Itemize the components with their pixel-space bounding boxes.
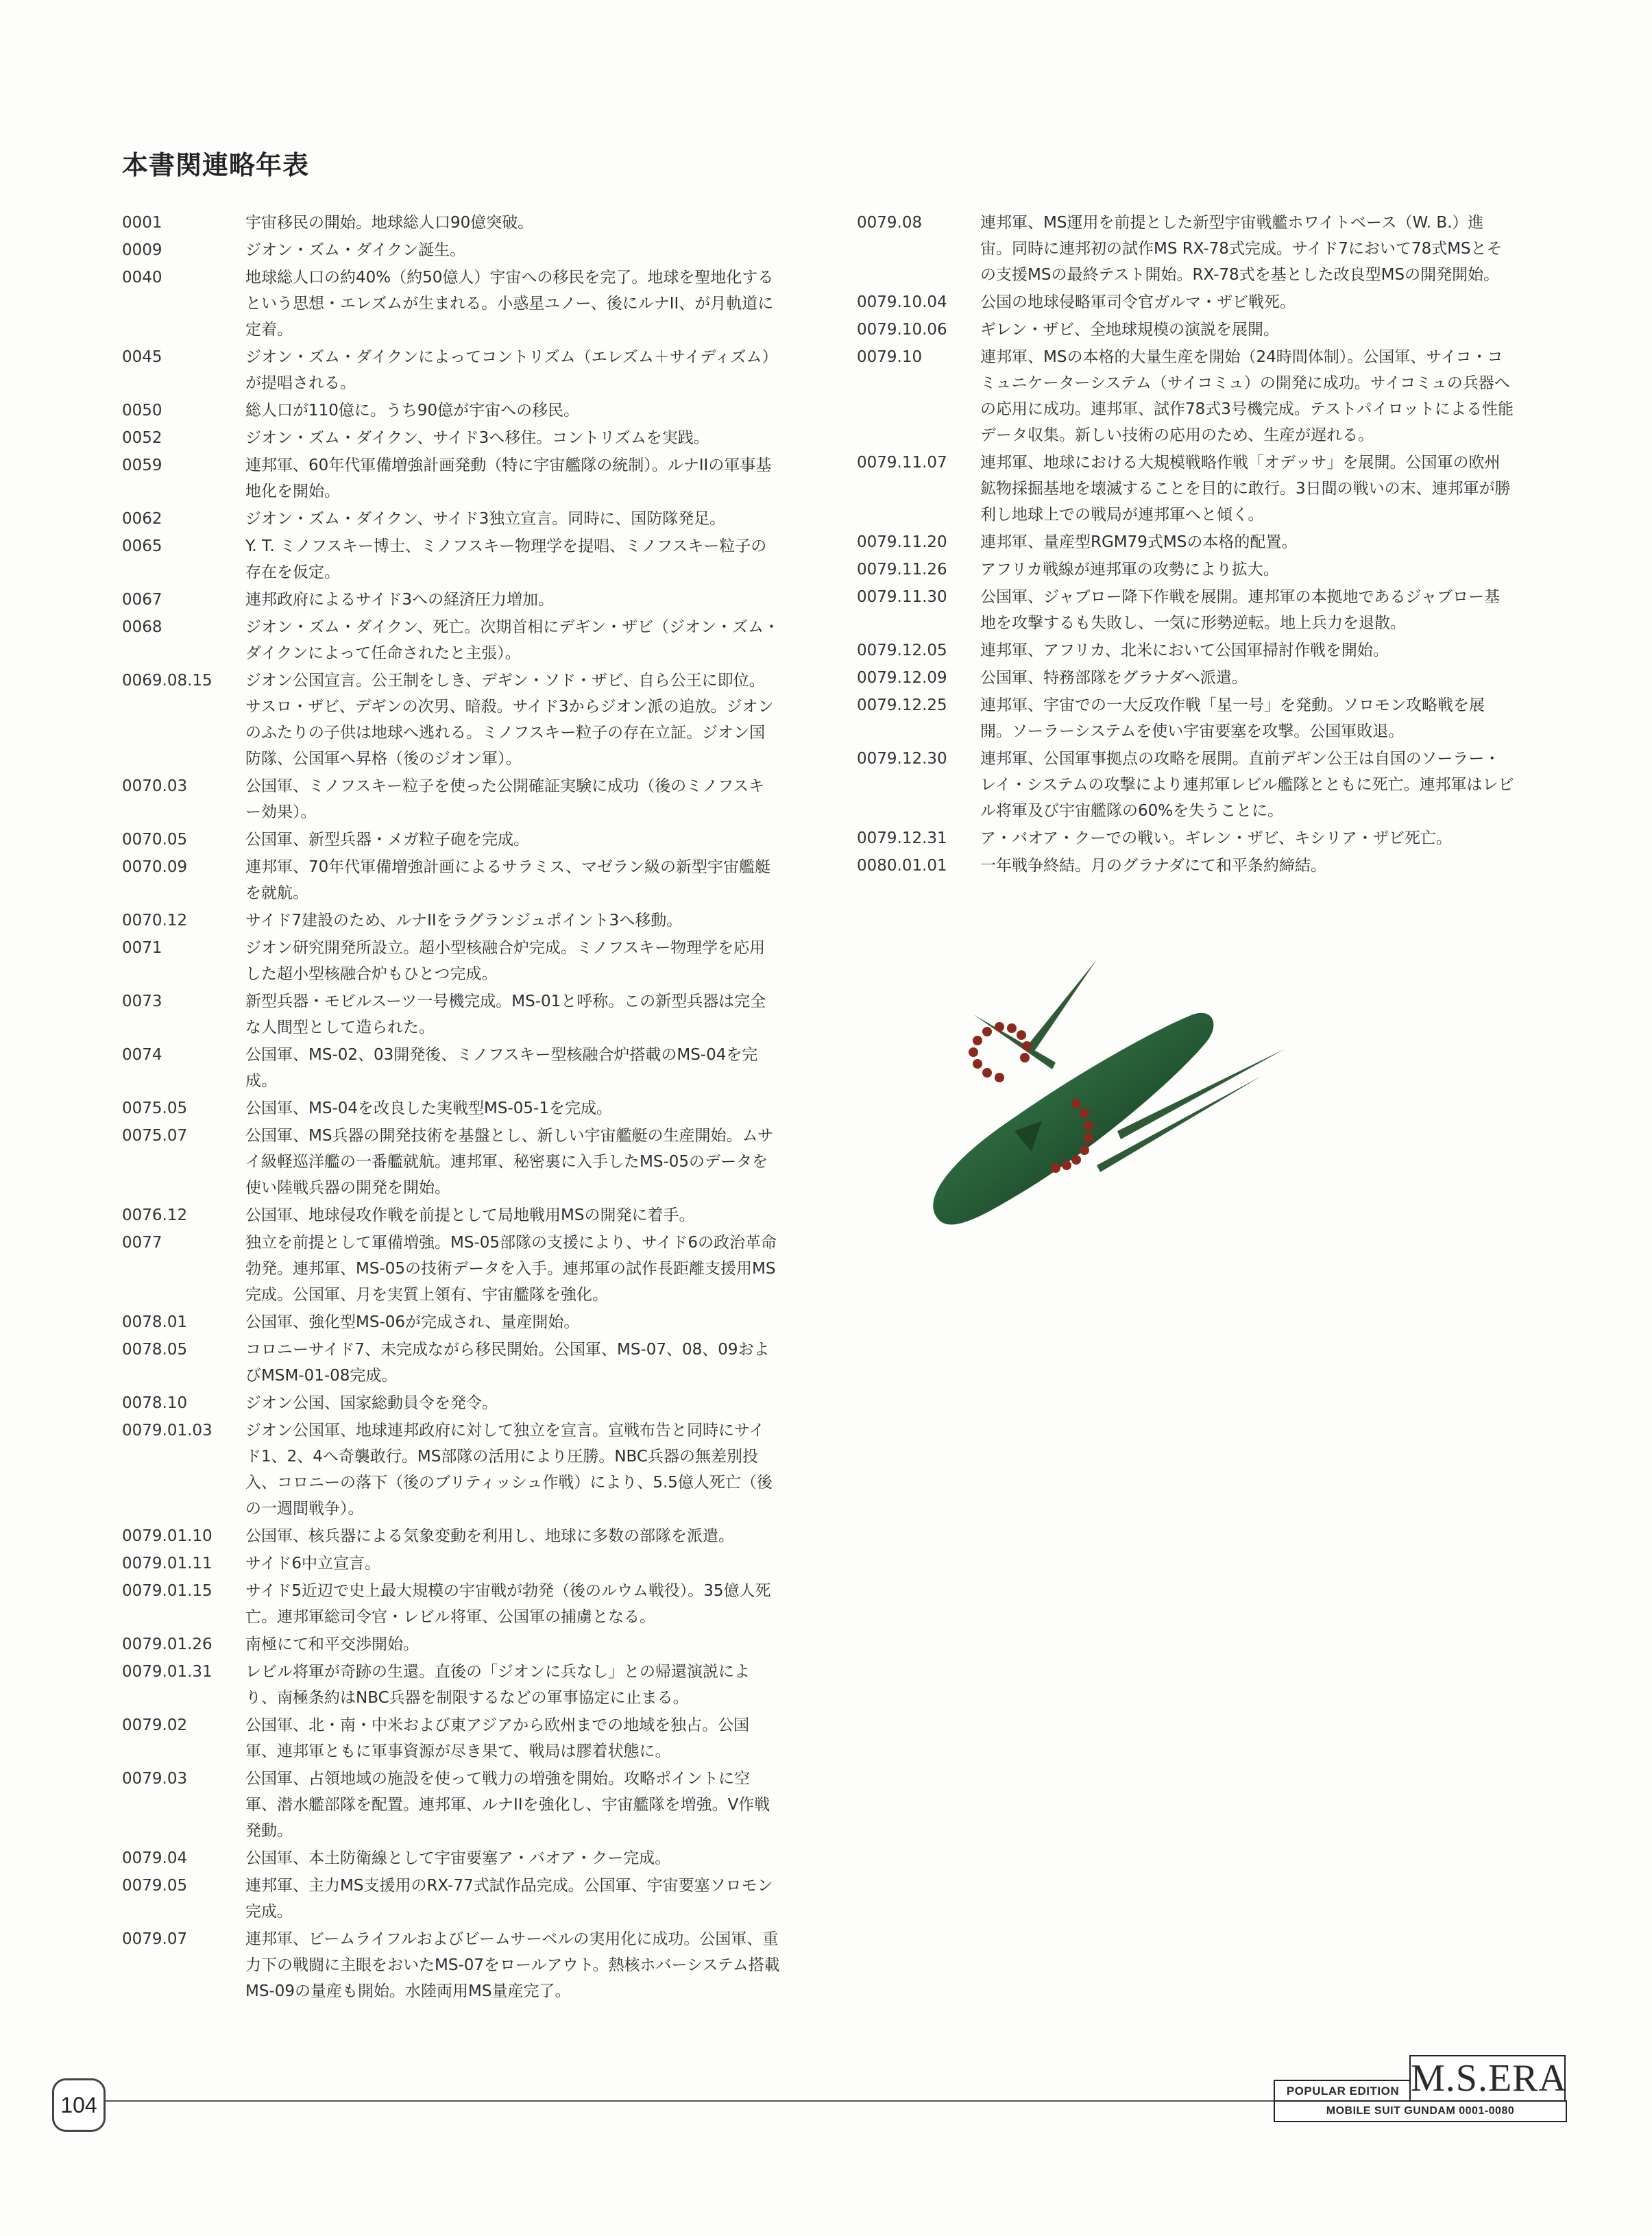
entry-text: 公国軍、ジャブロー降下作戦を展開。連邦軍の本拠地であるジャブロー基地を攻撃するも失敗し、一気に形勢逆転。地上兵力を退散。 xyxy=(980,588,1501,632)
timeline-entry xyxy=(122,210,780,237)
entry-date: 0079.10.06 xyxy=(857,321,947,339)
timeline-entry xyxy=(857,210,1515,289)
timeline-entry xyxy=(122,773,780,827)
mobile-armor-illustration xyxy=(912,960,1296,1248)
entry-text: サイド7建設のため、ルナIIをラグランジュポイント3へ移動。 xyxy=(245,912,683,929)
entry-date: 0001 xyxy=(122,214,162,232)
entry-text: アフリカ戦線が連邦軍の攻勢により拡大。 xyxy=(980,561,1279,579)
entry-date: 0069.08.15 xyxy=(122,672,212,690)
entry-text: 総人口が110億に。うち90億が宇宙への移民。 xyxy=(245,402,580,420)
entry-text: ギレン・ザビ、全地球規模の演説を展開。 xyxy=(980,321,1279,339)
timeline-entry xyxy=(122,1418,780,1523)
timeline-entry xyxy=(122,265,780,344)
entry-text: 連邦政府によるサイド3への経済圧力増加。 xyxy=(245,591,555,609)
entry-date: 0079.07 xyxy=(122,1930,188,1948)
timeline-entry xyxy=(122,237,780,265)
timeline-entry xyxy=(122,1123,780,1202)
entry-date: 0076.12 xyxy=(122,1206,188,1224)
entry-text: ア・バオア・クーでの戦い。ギレン・ザビ、キシリア・ザビ死亡。 xyxy=(980,829,1453,847)
timeline-entry xyxy=(857,557,1515,584)
entry-date: 0079.11.30 xyxy=(857,588,947,606)
entry-text: 連邦軍、主力MS支援用のRX-77式試作品完成。公国軍、宇宙要塞ソロモン完成。 xyxy=(245,1877,773,1921)
timeline-entry xyxy=(122,1712,780,1766)
book-logo xyxy=(1274,2055,1566,2121)
logo-edition: POPULAR EDITION xyxy=(1274,2080,1412,2103)
timeline-entry xyxy=(857,529,1515,557)
timeline-entry xyxy=(122,935,780,988)
entry-date: 0074 xyxy=(122,1046,162,1064)
entry-text: 公国軍、新型兵器・メガ粒子砲を完成。 xyxy=(245,831,529,849)
entry-text: 公国軍、強化型MS-06が完成され、量産開始。 xyxy=(245,1313,580,1331)
logo-subtitle: MOBILE SUIT GUNDAM 0001-0080 xyxy=(1274,2100,1567,2122)
timeline-entry xyxy=(122,1230,780,1309)
entry-text: 連邦軍、60年代軍備増強計画発動（特に宇宙艦隊の統制）。ルナIIの軍事基地化を開始。 xyxy=(245,457,772,500)
timeline-entry xyxy=(122,854,780,908)
entry-text: ジオン研究開発所設立。超小型核融合炉完成。ミノフスキー物理学を応用した超小型核融合炉もひとつ完成。 xyxy=(245,939,766,983)
entry-text: 公国の地球侵略軍司令官ガルマ・ザビ戦死。 xyxy=(980,293,1296,311)
entry-date: 0078.01 xyxy=(122,1313,188,1331)
entry-text: 連邦軍、MSの本格的大量生産を開始（24時間体制）。公国軍、サイコ・コミュニケーターシステム（サイコミュ）の開発に成功。サイコミュの兵器への応用に成功。連邦軍、試作78式3号機完成。テストパイロットによる性能データ収集。新しい技術の応用のため、生産が遅れる。 xyxy=(980,348,1514,444)
entry-text: ジオン・ズム・ダイクン、サイド3独立宣言。同時に、国防隊発足。 xyxy=(245,510,726,528)
entry-text: 公国軍、特務部隊をグラナダへ派遣。 xyxy=(980,669,1248,687)
timeline-entry xyxy=(857,317,1515,344)
entry-date: 0079.12.30 xyxy=(857,750,947,768)
entry-date: 0079.11.07 xyxy=(857,454,947,472)
timeline-entry xyxy=(122,1309,780,1337)
timeline-entry xyxy=(122,506,780,533)
timeline-entry xyxy=(857,450,1515,529)
entry-date: 0078.10 xyxy=(122,1394,188,1412)
timeline-entry xyxy=(857,289,1515,317)
timeline-left-column xyxy=(122,210,780,2006)
entry-date: 0079.01.11 xyxy=(122,1555,212,1572)
entry-date: 0079.11.26 xyxy=(857,561,947,579)
entry-date: 0079.04 xyxy=(122,1849,188,1867)
timeline-entry xyxy=(122,398,780,425)
entry-text: ジオン公国、国家総動員令を発令。 xyxy=(245,1394,498,1412)
entry-text: 公国軍、ミノフスキー粒子を使った公開確証実験に成功（後のミノフスキー効果）。 xyxy=(245,777,765,821)
timeline-entry xyxy=(122,452,780,506)
timeline-entry xyxy=(122,668,780,773)
entry-date: 0077 xyxy=(122,1234,162,1252)
timeline-entry xyxy=(122,1042,780,1095)
entry-date: 0062 xyxy=(122,510,162,528)
entry-date: 0065 xyxy=(122,537,162,555)
timeline-entry xyxy=(857,692,1515,746)
timeline-entry xyxy=(122,1202,780,1230)
entry-date: 0079.11.20 xyxy=(857,533,947,551)
entry-text: 連邦軍、地球における大規模戦略作戦「オデッサ」を展開。公国軍の欧州鉱物採掘基地を壊滅することを目的に敢行。3日間の戦いの末、連邦軍が勝利し地球上での戦局が連邦軍へと傾く。 xyxy=(980,454,1511,524)
timeline-right-column xyxy=(857,210,1515,880)
entry-date: 0070.03 xyxy=(122,777,188,795)
timeline-entry xyxy=(122,1551,780,1578)
entry-date: 0059 xyxy=(122,457,162,474)
entry-date: 0079.12.25 xyxy=(857,696,947,714)
timeline-entry xyxy=(122,1390,780,1418)
entry-text: 公国軍、MS兵器の開発技術を基盤とし、新しい宇宙艦艇の生産開始。ムサイ級軽巡洋艦の一番艦就航。連邦軍、秘密裏に入手したMS-05のデータを使い陸戦兵器の開発を開始。 xyxy=(245,1127,773,1197)
entry-text: 公国軍、北・南・中米および東アジアから欧州までの地域を独占。公国軍、連邦軍ともに軍事資源が尽き果て、戦局は膠着状態に。 xyxy=(245,1716,750,1760)
timeline-entry xyxy=(857,344,1515,450)
entry-text: ジオン・ズム・ダイクン誕生。 xyxy=(245,241,466,259)
timeline-entry xyxy=(122,614,780,668)
entry-text: 連邦軍、アフリカ、北米において公国軍掃討作戦を開始。 xyxy=(980,642,1389,659)
timeline-entry xyxy=(857,665,1515,692)
timeline-entry xyxy=(122,533,780,587)
timeline-entry xyxy=(122,1926,780,2006)
entry-text: 公国軍、MS-02、03開発後、ミノフスキー型核融合炉搭載のMS-04を完成。 xyxy=(245,1046,758,1090)
entry-date: 0078.05 xyxy=(122,1341,188,1359)
timeline-entry xyxy=(122,988,780,1042)
entry-date: 0052 xyxy=(122,429,162,447)
entry-text: サイド5近辺で史上最大規模の宇宙戦が勃発（後のルウム戦役）。35億人死亡。連邦軍総司令官・レビル将軍、公国軍の捕虜となる。 xyxy=(245,1582,771,1626)
entry-text: ジオン・ズム・ダイクンによってコントリズム（エレズム＋サイディズム）が提唱される。 xyxy=(245,348,778,392)
entry-text: 連邦軍、宇宙での一大反攻作戦「星一号」を発動。ソロモン攻略戦を展開。ソーラーシステムを使い宇宙要塞を攻撃。公国軍敗退。 xyxy=(980,696,1485,740)
timeline-entry xyxy=(122,1631,780,1659)
entry-date: 0079.10 xyxy=(857,348,923,366)
entry-date: 0079.01.10 xyxy=(122,1527,212,1545)
entry-date: 0045 xyxy=(122,348,162,366)
entry-text: 連邦軍、公国軍事拠点の攻略を展開。直前デギン公王は自国のソーラー・レイ・システムの攻撃により連邦軍レビル艦隊とともに死亡。連邦軍はレビル将軍及び宇宙艦隊の60%を失うことに。 xyxy=(980,750,1514,820)
entry-text: レビル将軍が奇跡の生還。直後の「ジオンに兵なし」との帰還演説により、南極条約はNBC兵器を制限するなどの軍事協定に止まる。 xyxy=(245,1663,750,1707)
entry-text: 公国軍、本土防衛線として宇宙要塞ア・バオア・クー完成。 xyxy=(245,1849,671,1867)
timeline-entry xyxy=(122,1845,780,1873)
entry-date: 0070.12 xyxy=(122,912,188,929)
entry-date: 0079.01.31 xyxy=(122,1663,212,1681)
entry-date: 0071 xyxy=(122,939,162,957)
timeline-entry xyxy=(122,344,780,398)
entry-text: ジオン公国宣言。公王制をしき、デギン・ソド・ザビ、自ら公王に即位。サスロ・ザビ、デギンの次男、暗殺。サイド3からジオン派の追放。ジオンのふたりの子供は地球へ逃れる。ミノフスキー粒子の存在立証。ジオン国防隊、公国軍へ昇格（後のジオン軍）。 xyxy=(245,672,774,768)
entry-text: 一年戦争終結。月のグラナダにて和平条約締結。 xyxy=(980,857,1326,875)
timeline-entry xyxy=(122,1659,780,1712)
entry-date: 0079.01.15 xyxy=(122,1582,212,1600)
timeline-entry xyxy=(122,1095,780,1123)
entry-date: 0079.12.05 xyxy=(857,642,947,659)
entry-date: 0040 xyxy=(122,269,162,287)
timeline-entry xyxy=(122,1873,780,1926)
entry-text: 連邦軍、量産型RGM79式MSの本格的配置。 xyxy=(980,533,1298,551)
entry-date: 0067 xyxy=(122,591,162,609)
entry-date: 0079.05 xyxy=(122,1877,188,1895)
entry-text: Y. T. ミノフスキー博士、ミノフスキー物理学を提唱、ミノフスキー粒子の存在を仮定。 xyxy=(245,537,767,581)
entry-text: 連邦軍、MS運用を前提とした新型宇宙戦艦ホワイトベース（W. B.）進宙。同時に連邦初の試作MS RX-78式完成。サイド7において78式MSとその支援MSの最終テスト開始。RX-78式を基とした改良型MSの開発開始。 xyxy=(980,214,1503,284)
page-title: 本書関連略年表 xyxy=(122,149,310,180)
entry-date: 0073 xyxy=(122,993,162,1010)
entry-date: 0079.01.26 xyxy=(122,1636,212,1653)
entry-text: 公国軍、地球侵攻作戦を前提として局地戦用MSの開発に着手。 xyxy=(245,1206,695,1224)
entry-text: 公国軍、MS-04を改良した実戦型MS-05-1を完成。 xyxy=(245,1099,612,1117)
timeline-entry xyxy=(122,425,780,452)
entry-text: サイド6中立宣言。 xyxy=(245,1555,381,1572)
entry-date: 0079.12.31 xyxy=(857,829,947,847)
entry-date: 0079.01.03 xyxy=(122,1422,212,1439)
timeline-entry xyxy=(857,637,1515,665)
entry-date: 0079.02 xyxy=(122,1716,188,1734)
entry-text: ジオン公国軍、地球連邦政府に対して独立を宣言。宣戦布告と同時にサイド1、2、4へ奇襲敢行。MS部隊の活用により圧勝。NBC兵器の無差別投入、コロニーの落下（後のブリティッシュ作戦）により、5.5億人死亡（後の一週間戦争）。 xyxy=(245,1422,773,1518)
entry-date: 0075.05 xyxy=(122,1099,188,1117)
entry-date: 0079.10.04 xyxy=(857,293,947,311)
entry-date: 0079.08 xyxy=(857,214,923,232)
entry-text: 連邦軍、70年代軍備増強計画によるサラミス、マゼラン級の新型宇宙艦艇を就航。 xyxy=(245,858,770,902)
timeline-entry xyxy=(122,908,780,935)
timeline-entry xyxy=(122,1337,780,1390)
page-number: 104 xyxy=(52,2078,106,2132)
entry-date: 0080.01.01 xyxy=(857,857,947,875)
entry-text: ジオン・ズム・ダイクン、サイド3へ移住。コントリズムを実践。 xyxy=(245,429,709,447)
entry-text: 宇宙移民の開始。地球総人口90億突破。 xyxy=(245,214,534,232)
entry-date: 0079.12.09 xyxy=(857,669,947,687)
entry-text: 独立を前提として軍備増強。MS-05部隊の支援により、サイド6の政治革命勃発。連邦軍、MS-05の技術データを入手。連邦軍の試作長距離支援用MS完成。公国軍、月を実質上領有、宇宙艦隊を強化。 xyxy=(245,1234,777,1304)
timeline-entry xyxy=(857,825,1515,853)
logo-title: M.S.ERA xyxy=(1409,2055,1566,2102)
entry-date: 0009 xyxy=(122,241,162,259)
entry-text: 公国軍、占領地域の施設を使って戦力の増強を開始。攻略ポイントに空軍、潜水艦部隊を配置。連邦軍、ルナIIを強化し、宇宙艦隊を増強。V作戦発動。 xyxy=(245,1770,770,1840)
entry-date: 0079.03 xyxy=(122,1770,188,1788)
entry-text: 連邦軍、ビームライフルおよびビームサーベルの実用化に成功。公国軍、重力下の戦闘に主眼をおいたMS-07をロールアウト。熱核ホバーシステム搭載MS-09の量産も開始。水陸両用MS量産完了。 xyxy=(245,1930,780,2000)
timeline-entry xyxy=(857,853,1515,880)
entry-text: ジオン・ズム・ダイクン、死亡。次期首相にデギン・ザビ（ジオン・ズム・ダイクンによって任命されたと主張）。 xyxy=(245,618,780,662)
entry-date: 0050 xyxy=(122,402,162,420)
entry-text: 新型兵器・モビルスーツ一号機完成。MS-01と呼称。この新型兵器は完全な人間型として造られた。 xyxy=(245,993,766,1036)
timeline-entry xyxy=(122,587,780,614)
entry-date: 0075.07 xyxy=(122,1127,188,1145)
timeline-entry xyxy=(857,746,1515,825)
timeline-entry xyxy=(122,1578,780,1631)
timeline-entry xyxy=(122,1523,780,1551)
entry-text: 南極にて和平交渉開始。 xyxy=(245,1636,419,1653)
entry-text: 公国軍、核兵器による気象変動を利用し、地球に多数の部隊を派遣。 xyxy=(245,1527,734,1545)
entry-date: 0070.05 xyxy=(122,831,188,849)
timeline-entry xyxy=(122,827,780,854)
entry-text: 地球総人口の約40%（約50億人）宇宙への移民を完了。地球を聖地化するという思想・エレズムが生まれる。小惑星ユノー、後にルナII、が月軌道に定着。 xyxy=(245,269,774,339)
timeline-entry xyxy=(857,584,1515,637)
entry-date: 0070.09 xyxy=(122,858,188,876)
entry-text: コロニーサイド7、未完成ながら移民開始。公国軍、MS-07、08、09およびMSM-01-08完成。 xyxy=(245,1341,770,1385)
timeline-entry xyxy=(122,1766,780,1845)
entry-date: 0068 xyxy=(122,618,162,636)
